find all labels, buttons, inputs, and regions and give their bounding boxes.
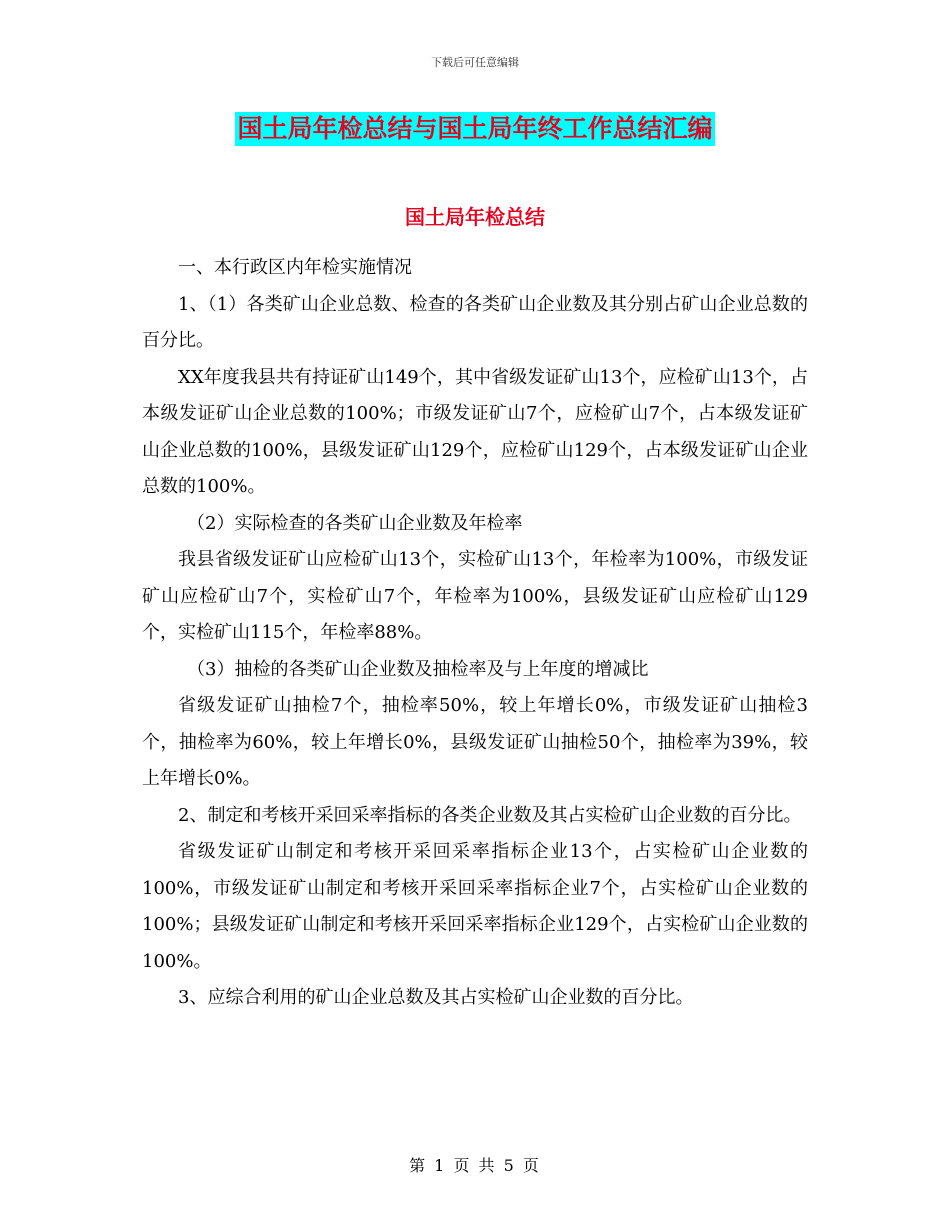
paragraph-item-1-1: 1、（1）各类矿山企业总数、检查的各类矿山企业数及其分别占矿山企业总数的百分比。	[142, 293, 808, 351]
header-note: 下载后可任意编辑	[431, 56, 519, 69]
paragraph: 省级发证矿山制定和考核开采回采率指标企业13个，占实检矿山企业数的100%，市级发证矿山制定和考核开采回采率指标企业7个，占实检矿山企业数的100%；县级发证矿山制定和考核开采回采率指标企业129个，占实检矿山企业数的100%。	[142, 841, 808, 972]
paragraph: XX年度我县共有持证矿山149个，其中省级发证矿山13个，应检矿山13个，占本级发证矿山企业总数的100%；市级发证矿山7个，应检矿山7个，占本级发证矿山企业总数的100%，县级发证矿山129个，应检矿山129个，占本级发证矿山企业总数的100%。	[142, 366, 808, 497]
document-title: 国土局年检总结与国土局年终工作总结汇编	[235, 112, 714, 146]
document-title-container	[0, 112, 950, 146]
paragraph: 我县省级发证矿山应检矿山13个，实检矿山13个，年检率为100%，市级发证矿山应检矿山7个，实检矿山7个，年检率为100%，县级发证矿山应检矿山129个，实检矿山115个，年检率88%。	[142, 549, 808, 643]
paragraph-item-1-2: （2）实际检查的各类矿山企业数及年检率	[187, 512, 523, 534]
paragraph-item-3: 3、应综合利用的矿山企业总数及其占实检矿山企业数的百分比。	[178, 987, 694, 1008]
document-body	[142, 250, 808, 1017]
section-title: 国土局年检总结	[405, 205, 545, 229]
paragraph-item-1-3: （3）抽检的各类矿山企业数及抽检率及与上年度的增减比	[187, 658, 649, 680]
page-number-footer: 第 1 页 共 5 页	[409, 1156, 541, 1175]
paragraph-heading-1: 一、本行政区内年检实施情况	[178, 257, 412, 278]
paragraph: 省级发证矿山抽检7个，抽检率50%，较上年增长0%，市级发证矿山抽检3个，抽检率为60%，较上年增长0%，县级发证矿山抽检50个，抽检率为39%，较上年增长0%。	[142, 695, 808, 789]
paragraph-item-2: 2、制定和考核开采回采率指标的各类企业数及其占实检矿山企业数的百分比。	[178, 804, 802, 826]
